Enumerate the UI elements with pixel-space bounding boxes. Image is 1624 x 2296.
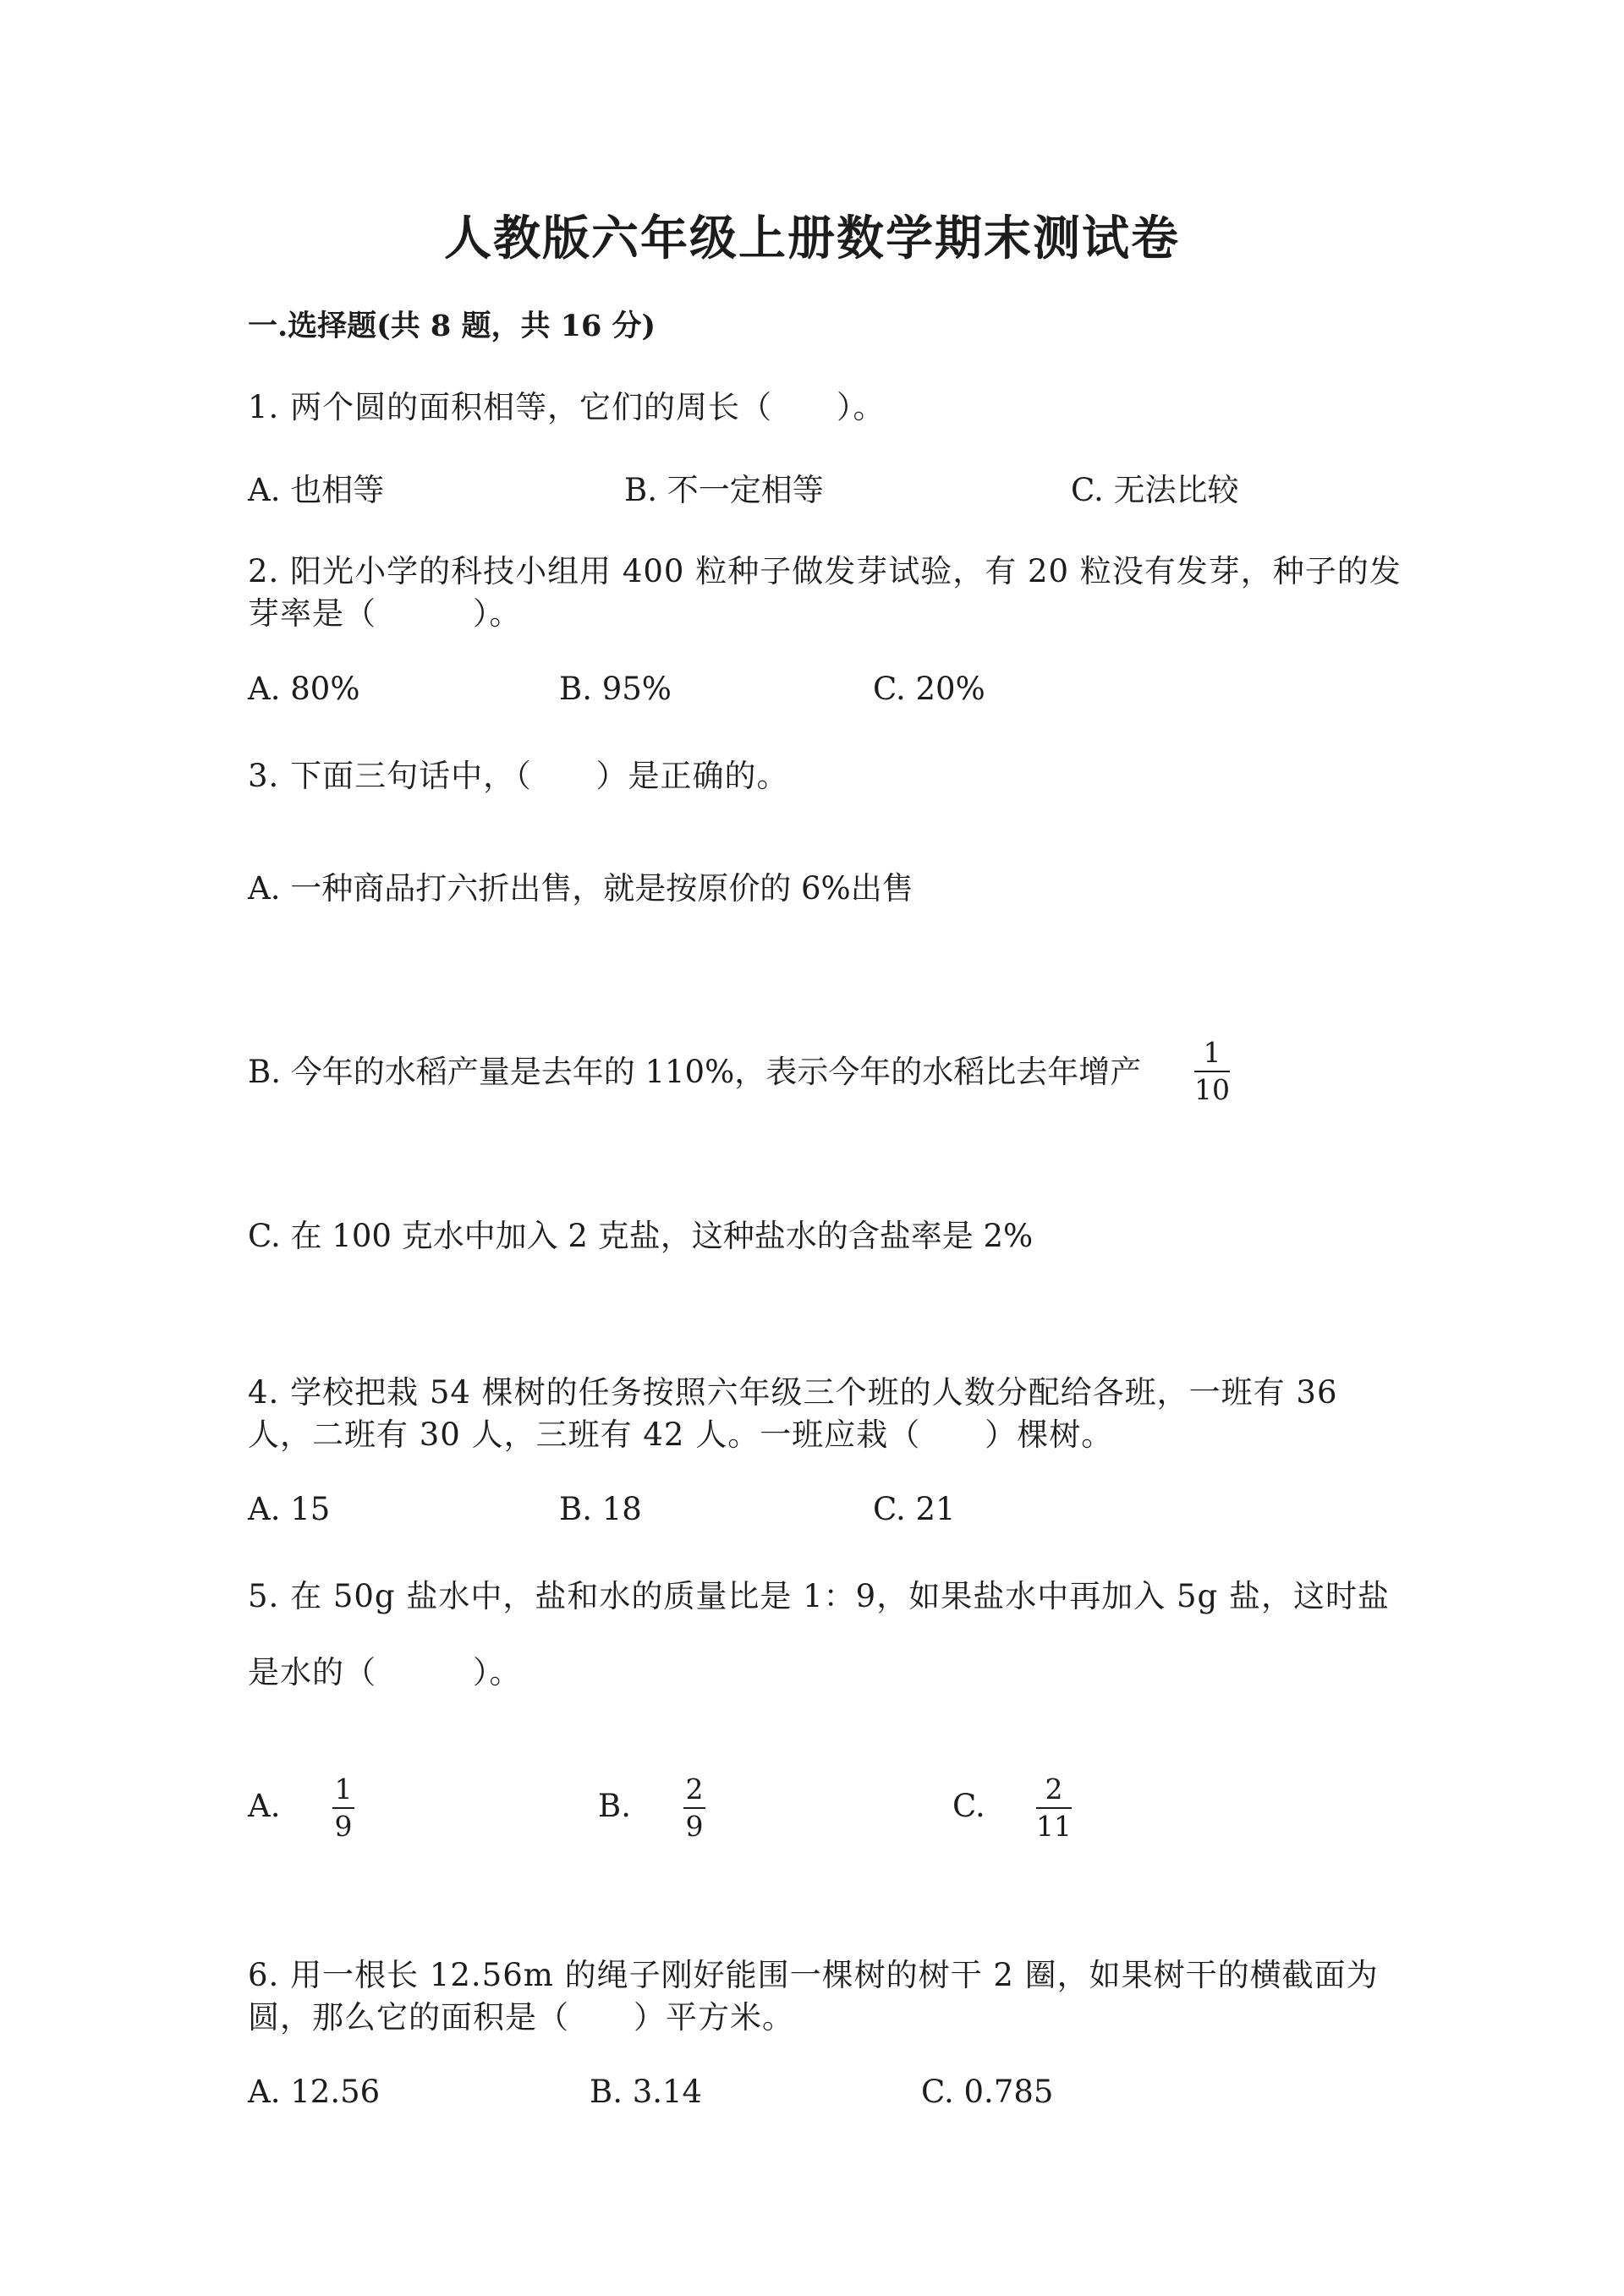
fraction-bar	[683, 1807, 705, 1809]
fraction-numerator: 2	[1045, 1773, 1063, 1806]
q2-option-c: C. 20%	[873, 671, 985, 707]
fraction-bar	[1194, 1071, 1230, 1072]
fraction-denominator: 11	[1036, 1810, 1072, 1843]
q3-option-b: B. 今年的水稻产量是去年的 110%，表示今年的水稻比去年增产	[248, 1054, 1142, 1090]
fraction-bar	[1036, 1807, 1072, 1809]
q6-option-c: C. 0.785	[921, 2074, 1054, 2110]
q3-option-a: A. 一种商品打六折出售，就是按原价的 6%出售	[248, 870, 914, 907]
q6-option-b: B. 3.14	[590, 2074, 703, 2110]
question-1-text: 1. 两个圆的面积相等，它们的周长（ ）。	[248, 389, 886, 425]
question-5-line-2: 是水的（ ）。	[248, 1654, 522, 1690]
question-6-line-2: 圆，那么它的面积是（ ）平方米。	[248, 1999, 794, 2036]
q5-option-b: B.	[598, 1788, 631, 1824]
q1-option-b: B. 不一定相等	[624, 472, 824, 508]
question-4-line-2: 人，二班有 30 人，三班有 42 人。一班应栽（ ）棵树。	[248, 1417, 1114, 1453]
q3-option-b-fraction	[1194, 1036, 1230, 1107]
question-6-line-1: 6. 用一根长 12.56m 的绳子刚好能围一棵树的树干 2 圈，如果树干的横截面为	[248, 1957, 1379, 1993]
q1-option-a: A. 也相等	[248, 472, 385, 508]
fraction-numerator: 2	[685, 1773, 704, 1806]
q5-option-a: A.	[248, 1788, 281, 1824]
question-3-text: 3. 下面三句话中，（ ）是正确的。	[248, 758, 789, 794]
question-4-line-1: 4. 学校把栽 54 棵树的任务按照六年级三个班的人数分配给各班，一班有 36	[248, 1374, 1338, 1411]
q4-option-a: A. 15	[248, 1491, 331, 1527]
fraction-numerator: 1	[334, 1773, 353, 1806]
q4-option-c: C. 21	[873, 1491, 956, 1527]
fraction-denominator: 9	[685, 1810, 704, 1843]
question-5-line-1: 5. 在 50g 盐水中，盐和水的质量比是 1：9，如果盐水中再加入 5g 盐，这时盐	[248, 1578, 1390, 1614]
q3-option-c: C. 在 100 克水中加入 2 克盐，这种盐水的含盐率是 2%	[248, 1218, 1034, 1254]
q5-option-c-fraction	[1036, 1773, 1072, 1844]
q2-option-b: B. 95%	[559, 671, 672, 707]
q6-option-a: A. 12.56	[248, 2074, 381, 2110]
q4-option-b: B. 18	[559, 1491, 642, 1527]
q2-option-a: A. 80%	[248, 671, 360, 707]
page-title: 人教版六年级上册数学期末测试卷	[444, 211, 1180, 266]
fraction-denominator: 10	[1194, 1073, 1230, 1106]
fraction-bar	[332, 1807, 354, 1809]
section-heading: 一.选择题(共 8 题，共 16 分)	[248, 309, 656, 343]
q5-option-b-fraction	[683, 1773, 705, 1844]
question-2-line-2: 芽率是（ ）。	[248, 595, 522, 632]
question-2-line-1: 2. 阳光小学的科技小组用 400 粒种子做发芽试验，有 20 粒没有发芽，种子的发	[248, 553, 1402, 589]
fraction-numerator: 1	[1203, 1036, 1221, 1069]
q5-option-a-fraction	[332, 1773, 354, 1844]
q5-option-c: C.	[952, 1788, 985, 1824]
q1-option-c: C. 无法比较	[1071, 472, 1239, 508]
fraction-denominator: 9	[334, 1810, 353, 1843]
